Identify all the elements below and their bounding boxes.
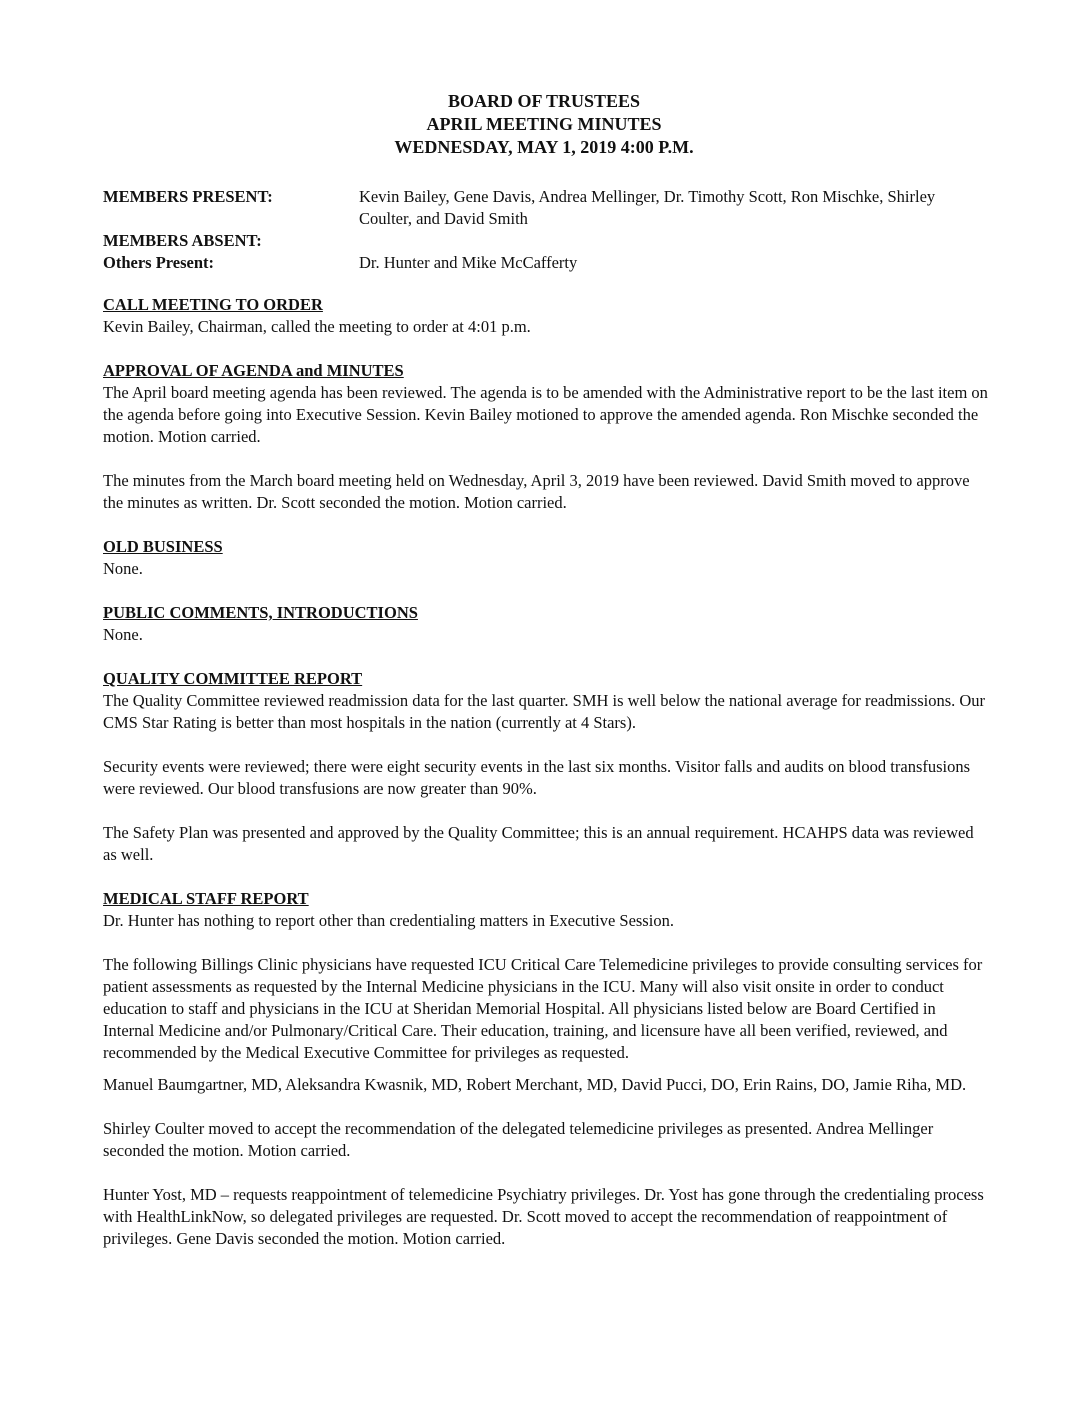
section-title: CALL MEETING TO ORDER	[103, 295, 323, 314]
section-paragraph: The minutes from the March board meeting held on Wednesday, April 3, 2019 have been reviewed. David Smith moved to approve the minutes as written. Dr. Scott seconded the motion. Motion carried.	[103, 471, 970, 512]
members-present-value: Kevin Bailey, Gene Davis, Andrea Mellinger, Dr. Timothy Scott, Ron Mischke, Shirley Coulter, and David Smith	[359, 187, 936, 228]
members-present-label: MEMBERS PRESENT:	[103, 187, 273, 206]
physician-list: Manuel Baumgartner, MD, Aleksandra Kwasnik, MD, Robert Merchant, MD, David Pucci, DO, Erin Rains, DO, Jamie Riha, MD.	[103, 1075, 967, 1094]
section-public-comments	[103, 602, 988, 646]
section-paragraph: None.	[103, 625, 143, 644]
section-paragraph: The Safety Plan was presented and approved by the Quality Committee; this is an annual requirement. HCAHPS data was reviewed as well.	[103, 823, 974, 864]
section-title: PUBLIC COMMENTS, INTRODUCTIONS	[103, 603, 418, 622]
others-present-value: Dr. Hunter and Mike McCafferty	[359, 253, 578, 272]
section-medical-staff	[103, 888, 988, 1250]
document-header	[0, 90, 1088, 159]
section-paragraph: Kevin Bailey, Chairman, called the meeting to order at 4:01 p.m.	[103, 317, 531, 336]
minutes-body	[103, 294, 988, 1272]
section-title: APPROVAL OF AGENDA and MINUTES	[103, 361, 404, 380]
others-present-label: Others Present:	[103, 253, 215, 272]
header-org-title: BOARD OF TRUSTEES	[447, 91, 641, 111]
section-quality-committee	[103, 668, 988, 866]
section-call-to-order	[103, 294, 988, 338]
attendance-block	[103, 186, 983, 274]
section-paragraph: Hunter Yost, MD – requests reappointment of telemedicine Psychiatry privileges. Dr. Yost has gone through the credentialing process with HealthLinkNow, so delegated privileges are requested. Dr. Scott moved to accept the recommendation of reappointment of privileges. Gene Davis seconded the motion. Motion carried.	[103, 1185, 984, 1248]
section-title: MEDICAL STAFF REPORT	[103, 889, 309, 908]
members-absent-row	[103, 230, 983, 252]
section-title: QUALITY COMMITTEE REPORT	[103, 669, 363, 688]
others-present-row	[103, 252, 983, 274]
section-paragraph: Security events were reviewed; there were eight security events in the last six months. Visitor falls and audits on blood transfusions were reviewed. Our blood transfusions are now greater than 90%.	[103, 757, 971, 798]
section-title: OLD BUSINESS	[103, 537, 223, 556]
section-paragraph: None.	[103, 559, 143, 578]
section-paragraph: Shirley Coulter moved to accept the recommendation of the delegated telemedicine privileges as presented. Andrea Mellinger seconded the motion. Motion carried.	[103, 1119, 934, 1160]
members-present-row	[103, 186, 983, 230]
section-paragraph: The April board meeting agenda has been reviewed. The agenda is to be amended with the Administrative report to be the last item on the agenda before going into Executive Session. Kevin Bailey motioned to approve the amended agenda. Ron Mischke seconded the motion. Motion carried.	[103, 383, 988, 446]
section-paragraph: The following Billings Clinic physicians have requested ICU Critical Care Telemedicine privileges to provide consulting services for patient assessments as requested by the Internal Medicine physicians in the ICU. Many will also visit onsite in order to conduct education to staff and physicians in the ICU at Sheridan Memorial Hospital. All physicians listed below are Board Certified in Internal Medicine and/or Pulmonary/Critical Care. Their education, training, and licensure have all been verified, reviewed, and recommended by the Medical Executive Committee for privileges as requested.	[103, 955, 983, 1062]
header-meeting-date: WEDNESDAY, MAY 1, 2019 4:00 P.M.	[394, 137, 694, 157]
section-paragraph: The Quality Committee reviewed readmission data for the last quarter. SMH is well below the national average for readmissions. Our CMS Star Rating is better than most hospitals in the nation (currently at 4 Stars).	[103, 691, 986, 732]
members-absent-value	[359, 230, 983, 252]
header-meeting-title: APRIL MEETING MINUTES	[426, 114, 662, 134]
section-old-business	[103, 536, 988, 580]
section-approval	[103, 360, 988, 514]
section-paragraph: Dr. Hunter has nothing to report other than credentialing matters in Executive Session.	[103, 911, 674, 930]
members-absent-label: MEMBERS ABSENT:	[103, 231, 262, 250]
